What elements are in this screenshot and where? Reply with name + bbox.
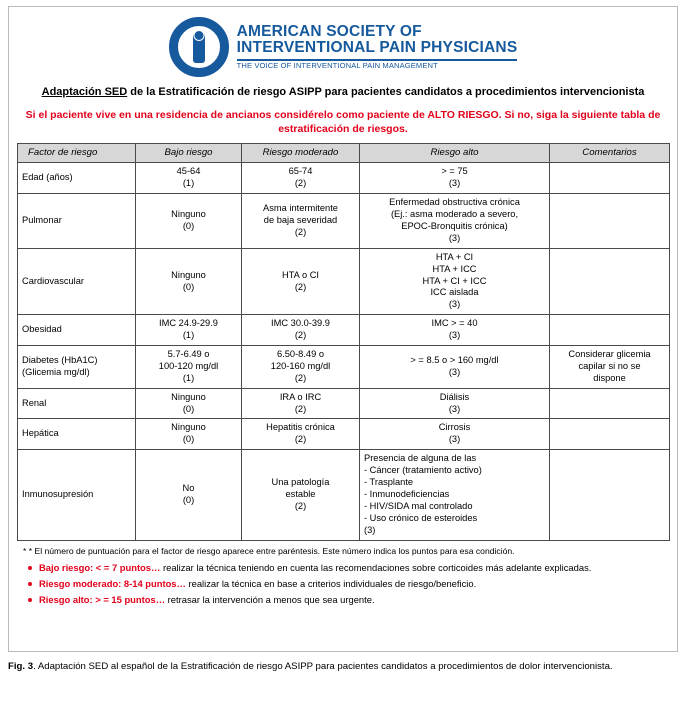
column-header-high: Riesgo alto	[360, 144, 550, 163]
list-item	[27, 578, 667, 590]
cell-comments: Considerar glicemia capilar si no se dispone	[550, 346, 670, 389]
cell-low: Ninguno (0)	[136, 388, 242, 419]
cell-comments	[550, 450, 670, 540]
cell-comments	[550, 248, 670, 314]
cell-moderate: Hepatitis crónica (2)	[242, 419, 360, 450]
cell-comments	[550, 388, 670, 419]
logo-tagline: THE VOICE OF INTERVENTIONAL PAIN MANAGEMENT	[236, 61, 438, 71]
table-row	[18, 315, 670, 346]
table-row	[18, 163, 670, 194]
table-header-row	[18, 144, 670, 163]
table-row	[18, 388, 670, 419]
cell-comments	[550, 419, 670, 450]
column-header-low: Bajo riesgo	[136, 144, 242, 163]
cell-high: > = 75 (3)	[360, 163, 550, 194]
legend-text-moderate: realizar la técnica en base a criterios individuales de riesgo/beneficio.	[185, 577, 477, 589]
cell-moderate: Asma intermitente de baja severidad (2)	[242, 194, 360, 249]
table-body	[18, 163, 670, 540]
cell-comments	[550, 315, 670, 346]
asipp-logo-text	[237, 24, 518, 71]
table-footnote: * * El número de puntuación para el factor de riesgo aparece entre paréntesis. Este número indica los puntos para esa condición.	[23, 545, 515, 556]
cell-low: IMC 24.9-29.9 (1)	[136, 315, 242, 346]
cell-comments	[550, 194, 670, 249]
page-title-underlined: Adaptación SED	[41, 86, 128, 98]
cell-low: Ninguno (0)	[136, 419, 242, 450]
logo-line-2: INTERVENTIONAL PAIN PHYSICIANS	[236, 39, 518, 57]
figure-frame	[8, 6, 678, 652]
asipp-seal-icon	[169, 17, 229, 77]
cell-factor: Obesidad	[18, 315, 136, 346]
table-row	[18, 346, 670, 389]
cell-high: Cirrosis (3)	[360, 419, 550, 450]
cell-high: HTA + CI HTA + ICC HTA + CI + ICC ICC aislada (3)	[360, 248, 550, 314]
legend-text-low: realizar la técnica teniendo en cuenta las recomendaciones sobre corticoides más adelante explicadas.	[160, 561, 592, 573]
column-header-moderate: Riesgo moderado	[242, 144, 360, 163]
cell-factor: Hepática	[18, 419, 136, 450]
cell-factor: Pulmonar	[18, 194, 136, 249]
risk-stratification-table	[17, 143, 670, 540]
cell-moderate: 6.50-8.49 o 120-160 mg/dl (2)	[242, 346, 360, 389]
cell-high: Diálisis (3)	[360, 388, 550, 419]
cell-comments	[550, 163, 670, 194]
cell-factor: Inmunosupresión	[18, 450, 136, 540]
figure-caption	[8, 660, 678, 673]
asipp-logo	[17, 17, 669, 77]
cell-high: Presencia de alguna de las - Cáncer (tratamiento activo) - Trasplante - Inmunodeficiencias - HIV/SIDA mal controlado - Uso crónico de esteroides (3)	[360, 450, 550, 540]
cell-low: Ninguno (0)	[136, 194, 242, 249]
column-header-factor: Factor de riesgo	[18, 144, 136, 163]
cell-moderate: IMC 30.0-39.9 (2)	[242, 315, 360, 346]
cell-moderate: 65-74 (2)	[242, 163, 360, 194]
cell-low: No (0)	[136, 450, 242, 540]
high-risk-warning: Si el paciente vive en una residencia de ancianos considérelo como paciente de ALTO RIESGO. Si no, siga la siguiente tabla de estratificación de riesgos.	[25, 108, 661, 136]
list-item	[27, 562, 667, 574]
cell-high: > = 8.5 o > 160 mg/dl (3)	[360, 346, 550, 389]
cell-low: 5.7-6.49 o 100-120 mg/dl (1)	[136, 346, 242, 389]
logo-line-1: AMERICAN SOCIETY OF	[236, 22, 422, 40]
page-title-rest: de la Estratificación de riesgo ASIPP para pacientes candidatos a procedimientos intervencionista	[127, 86, 645, 98]
figure-caption-text: . Adaptación SED al español de la Estratificación de riesgo ASIPP para pacientes candidatos a procedimientos de dolor intervencionista.	[33, 661, 613, 672]
table-row	[18, 419, 670, 450]
table-row	[18, 194, 670, 249]
list-item	[27, 594, 667, 606]
table-row	[18, 248, 670, 314]
column-header-comments: Comentarios	[550, 144, 670, 163]
cell-moderate: Una patología estable (2)	[242, 450, 360, 540]
cell-moderate: IRA o IRC (2)	[242, 388, 360, 419]
cell-factor: Renal	[18, 388, 136, 419]
figure-caption-label: Fig. 3	[8, 661, 34, 672]
cell-factor: Diabetes (HbA1C) (Glicemia mg/dl)	[18, 346, 136, 389]
cell-low: Ninguno (0)	[136, 248, 242, 314]
legend-label-low: Bajo riesgo: < = 7 puntos…	[39, 561, 161, 573]
legend-label-moderate: Riesgo moderado: 8-14 puntos…	[39, 577, 186, 589]
cell-factor: Edad (años)	[18, 163, 136, 194]
cell-factor: Cardiovascular	[18, 248, 136, 314]
cell-low: 45-64 (1)	[136, 163, 242, 194]
cell-high: Enfermedad obstructiva crónica (Ej.: asma moderado a severo, EPOC-Bronquitis crónica) (3)	[360, 194, 550, 249]
table-row	[18, 450, 670, 540]
legend-label-high: Riesgo alto: > = 15 puntos…	[39, 594, 166, 606]
risk-legend-list	[27, 562, 667, 607]
cell-high: IMC > = 40 (3)	[360, 315, 550, 346]
legend-text-high: retrasar la intervención a menos que sea urgente.	[165, 594, 375, 606]
cell-moderate: HTA o CI (2)	[242, 248, 360, 314]
page-title	[41, 85, 645, 100]
